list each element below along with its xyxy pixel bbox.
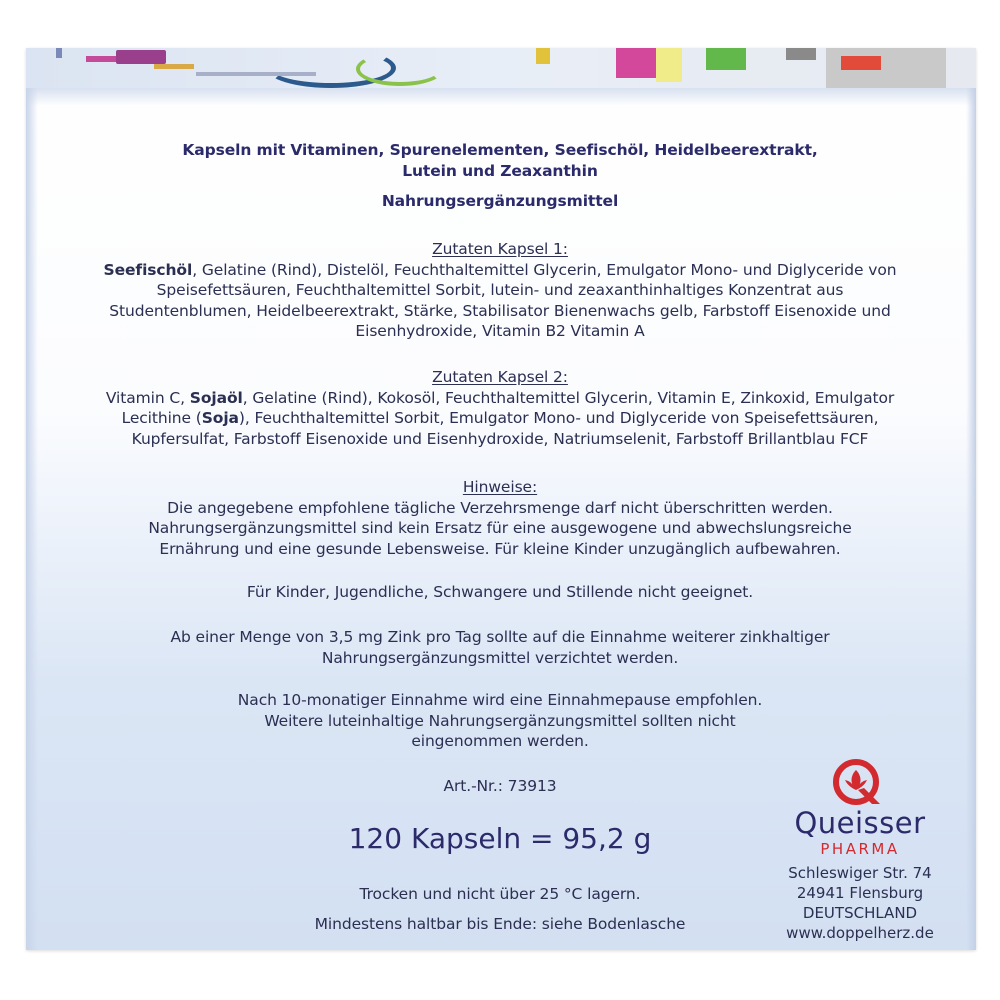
brand-sub: PHARMA [820,840,900,858]
ingredients-1-line-2: Speisefettsäuren, Feuchthaltemittel Sorbit, lutein- und zeaxanthinhaltiges Konzentrat aus [156,281,844,299]
allergen-fish: Seefischöl [103,260,193,279]
flap-shadow [26,88,976,106]
ingredients-2-line-1-b: , Gelatine (Rind), Kokosöl, Feuchthaltemittel Glycerin, Vitamin E, Zinkoxid, Emulgator [242,388,895,407]
notes-p4-line-2: Weitere luteinhaltige Nahrungsergänzungsmittel sollten nicht [264,711,736,730]
address-city: 24941 Flensburg [796,884,924,902]
notes-p2: Für Kinder, Jugendliche, Schwangere und Stillende nicht geeignet. [246,583,754,601]
ingredients-2-line-1 [0,388,1000,409]
ingredients-2-line-2-a: Lecithine ( [121,409,202,427]
ingredients-1-block [0,239,1000,342]
ingredients-1-line-1-rest: , Gelatine (Rind), Distelöl, Feuchthaltemittel Glycerin, Emulgator Mono- und Diglyceride von [192,260,897,279]
brand-name: Queisser [794,806,926,840]
brand-address [770,863,950,943]
package-top-flap [26,48,976,88]
ingredients-1-title: Zutaten Kapsel 1: [432,240,568,258]
ingredients-1-line-1 [0,260,1000,281]
notes-block [0,477,1000,559]
notes-p3-line-2: Nahrungsergänzungsmittel verzichtet werden. [321,648,679,667]
best-before-note: Mindestens haltbar bis Ende: siehe Bodenlasche [314,915,686,933]
notes-p3 [0,627,1000,668]
notes-title: Hinweise: [462,478,538,496]
quantity-label: 120 Kapseln = 95,2 g [348,822,652,855]
ingredients-1-line-4: Eisenhydroxide, Vitamin B2 Vitamin A [355,322,645,340]
notes-p4-line-1: Nach 10-monatiger Einnahme wird eine Einnahmepause empfohlen. [237,691,763,709]
ingredients-1-line-3: Studentenblumen, Heidelbeerextrakt, Stärke, Stabilisator Bienenwachs gelb, Farbstoff Eisenoxide und [109,301,891,320]
queisser-logo-icon [826,758,890,806]
heading-line-1: Kapseln mit Vitaminen, Spurenelementen, Seefischöl, Heidelbeerextrakt, [182,141,818,159]
heading-line-2: Lutein und Zeaxanthin [402,161,598,180]
ingredients-2-line-2 [0,408,1000,429]
ingredients-2-block [0,367,1000,449]
allergen-soy-oil: Sojaöl [189,388,243,407]
notes-p1-line-1: Die angegebene empfohlene tägliche Verzehrsmenge darf nicht überschritten werden. [167,498,833,517]
product-heading [0,140,1000,181]
product-category: Nahrungsergänzungsmittel [381,192,619,210]
storage-note: Trocken und nicht über 25 °C lagern. [359,885,641,903]
notes-p4-line-3: eingenommen werden. [411,732,589,750]
notes-p1-line-2: Nahrungsergänzungsmittel sind kein Ersatz für eine ausgewogene und abwechslungsreiche [148,519,852,537]
ingredients-2-line-1-a: Vitamin C, [105,388,190,407]
address-country: DEUTSCHLAND [802,904,918,922]
notes-p1-line-3: Ernährung und eine gesunde Lebensweise. Für kleine Kinder unzugänglich aufbewahren. [159,539,841,558]
address-street: Schleswiger Str. 74 [788,864,932,882]
ingredients-2-line-2-b: ), Feuchthaltemittel Sorbit, Emulgator Mono- und Diglyceride von Speisefettsäuren, [238,409,879,427]
article-number: Art.-Nr.: 73913 [443,777,557,795]
notes-p4 [0,690,1000,752]
allergen-soy: Soja [201,409,239,427]
ingredients-2-line-3: Kupfersulfat, Farbstoff Eisenoxide und Eisenhydroxide, Natriumselenit, Farbstoff Brillantblau FCF [131,429,869,448]
brand-website: www.doppelherz.de [786,924,934,942]
notes-p3-line-1: Ab einer Menge von 3,5 mg Zink pro Tag sollte auf die Einnahme weiterer zinkhaltiger [170,628,830,646]
ingredients-2-title: Zutaten Kapsel 2: [432,368,568,386]
